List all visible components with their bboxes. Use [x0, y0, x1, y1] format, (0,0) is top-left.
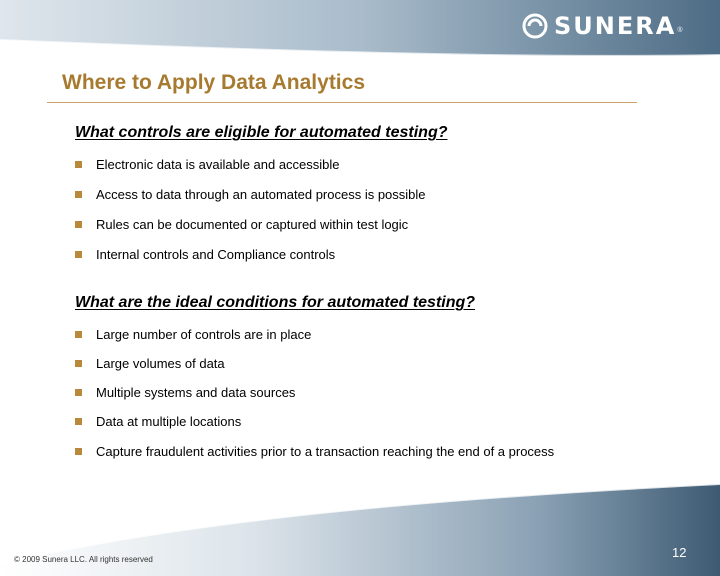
list-item: Data at multiple locations	[74, 414, 596, 430]
list-item: Internal controls and Compliance controls	[74, 247, 426, 263]
square-bullet-icon	[75, 448, 82, 455]
page-number: 12	[672, 545, 687, 560]
square-bullet-icon	[75, 389, 82, 396]
square-bullet-icon	[75, 251, 82, 258]
list-item: Access to data through an automated process is possible	[74, 187, 426, 203]
list-item: Capture fraudulent activities prior to a transaction reaching the end of a process	[74, 444, 596, 460]
sunera-swirl-icon	[522, 13, 548, 39]
section-heading-ideal-conditions: What are the ideal conditions for automated testing?	[75, 294, 476, 311]
square-bullet-icon	[75, 221, 82, 228]
eligible-controls-list	[74, 157, 426, 263]
sunera-logo	[522, 10, 682, 42]
copyright-notice: © 2009 Sunera LLC. All rights reserved	[14, 555, 153, 564]
square-bullet-icon	[75, 360, 82, 367]
square-bullet-icon	[75, 331, 82, 338]
brand-name: SUNERA	[554, 12, 677, 40]
list-item: Multiple systems and data sources	[74, 385, 596, 401]
title-divider	[47, 102, 637, 103]
square-bullet-icon	[75, 191, 82, 198]
ideal-conditions-list	[74, 327, 596, 460]
slide-title: Where to Apply Data Analytics	[62, 71, 366, 94]
square-bullet-icon	[75, 161, 82, 168]
list-item: Rules can be documented or captured within test logic	[74, 217, 426, 233]
section-heading-eligible-controls: What controls are eligible for automated testing?	[75, 124, 448, 141]
list-item: Large volumes of data	[74, 356, 596, 372]
square-bullet-icon	[75, 418, 82, 425]
list-item: Large number of controls are in place	[74, 327, 596, 343]
trademark-mark: ®	[677, 27, 683, 34]
list-item: Electronic data is available and accessible	[74, 157, 426, 173]
